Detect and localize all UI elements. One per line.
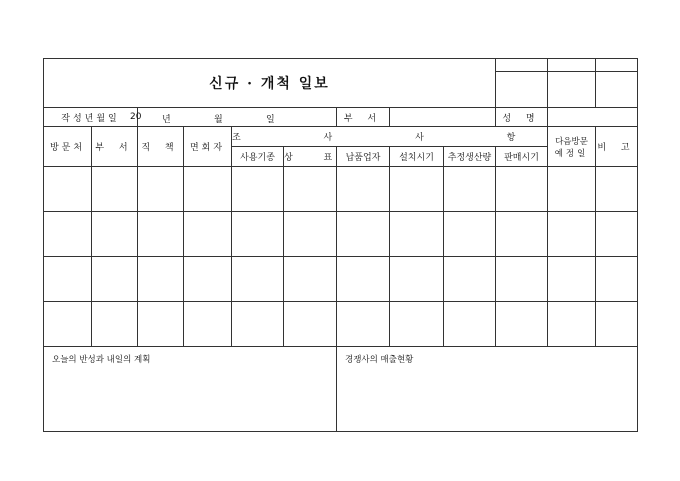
table-row: [44, 167, 638, 212]
approval-sign-2[interactable]: [548, 72, 596, 108]
header-supplier: 납품업자: [337, 147, 390, 167]
competitor-sales-box[interactable]: [337, 347, 638, 432]
reflection-plan-label: 오늘의 반성과 내일의 계획: [52, 355, 151, 365]
report-table: [43, 58, 638, 432]
approval-header-2[interactable]: [548, 59, 596, 72]
dept-field[interactable]: [390, 108, 496, 127]
written-date-label: 작성년월일: [44, 108, 138, 127]
day-label: 일: [266, 115, 275, 125]
table-row: [44, 257, 638, 302]
dept-label: 부 서: [337, 108, 390, 127]
header-machine-type: 사용기종: [232, 147, 284, 167]
month-label: 월: [214, 115, 223, 125]
header-dept: 부 서: [92, 127, 138, 167]
header-sales-time: 판매시기: [496, 147, 548, 167]
table-row: [44, 302, 638, 347]
name-label: 성 명: [496, 108, 548, 127]
approval-header-3[interactable]: [596, 59, 638, 72]
header-brand: 상 표: [284, 147, 337, 167]
table-row: [44, 212, 638, 257]
approval-sign-3[interactable]: [596, 72, 638, 108]
header-estimated-output: 추정생산량: [444, 147, 496, 167]
header-install-time: 설치시기: [390, 147, 444, 167]
year-label: 년: [162, 115, 171, 125]
header-survey: 조 사 사 항: [232, 127, 548, 147]
title-cell: [44, 59, 496, 108]
header-remarks: 비 고: [596, 127, 638, 167]
header-next-visit: 다음방문 예정일: [548, 127, 596, 167]
header-position: 직 책: [138, 127, 184, 167]
competitor-sales-label: 경쟁사의 매출현황: [345, 355, 414, 365]
year-prefix: 20: [130, 112, 142, 122]
header-visit-place: 방문처: [44, 127, 92, 167]
approval-sign-1[interactable]: [496, 72, 548, 108]
name-field[interactable]: [548, 108, 638, 127]
approval-header-1[interactable]: [496, 59, 548, 72]
header-interviewee: 면회자: [184, 127, 232, 167]
form-title: 신규 · 개척 일보: [209, 76, 330, 92]
written-date-field[interactable]: [130, 108, 337, 127]
daily-report-form: [43, 58, 637, 422]
reflection-plan-box[interactable]: [44, 347, 337, 432]
